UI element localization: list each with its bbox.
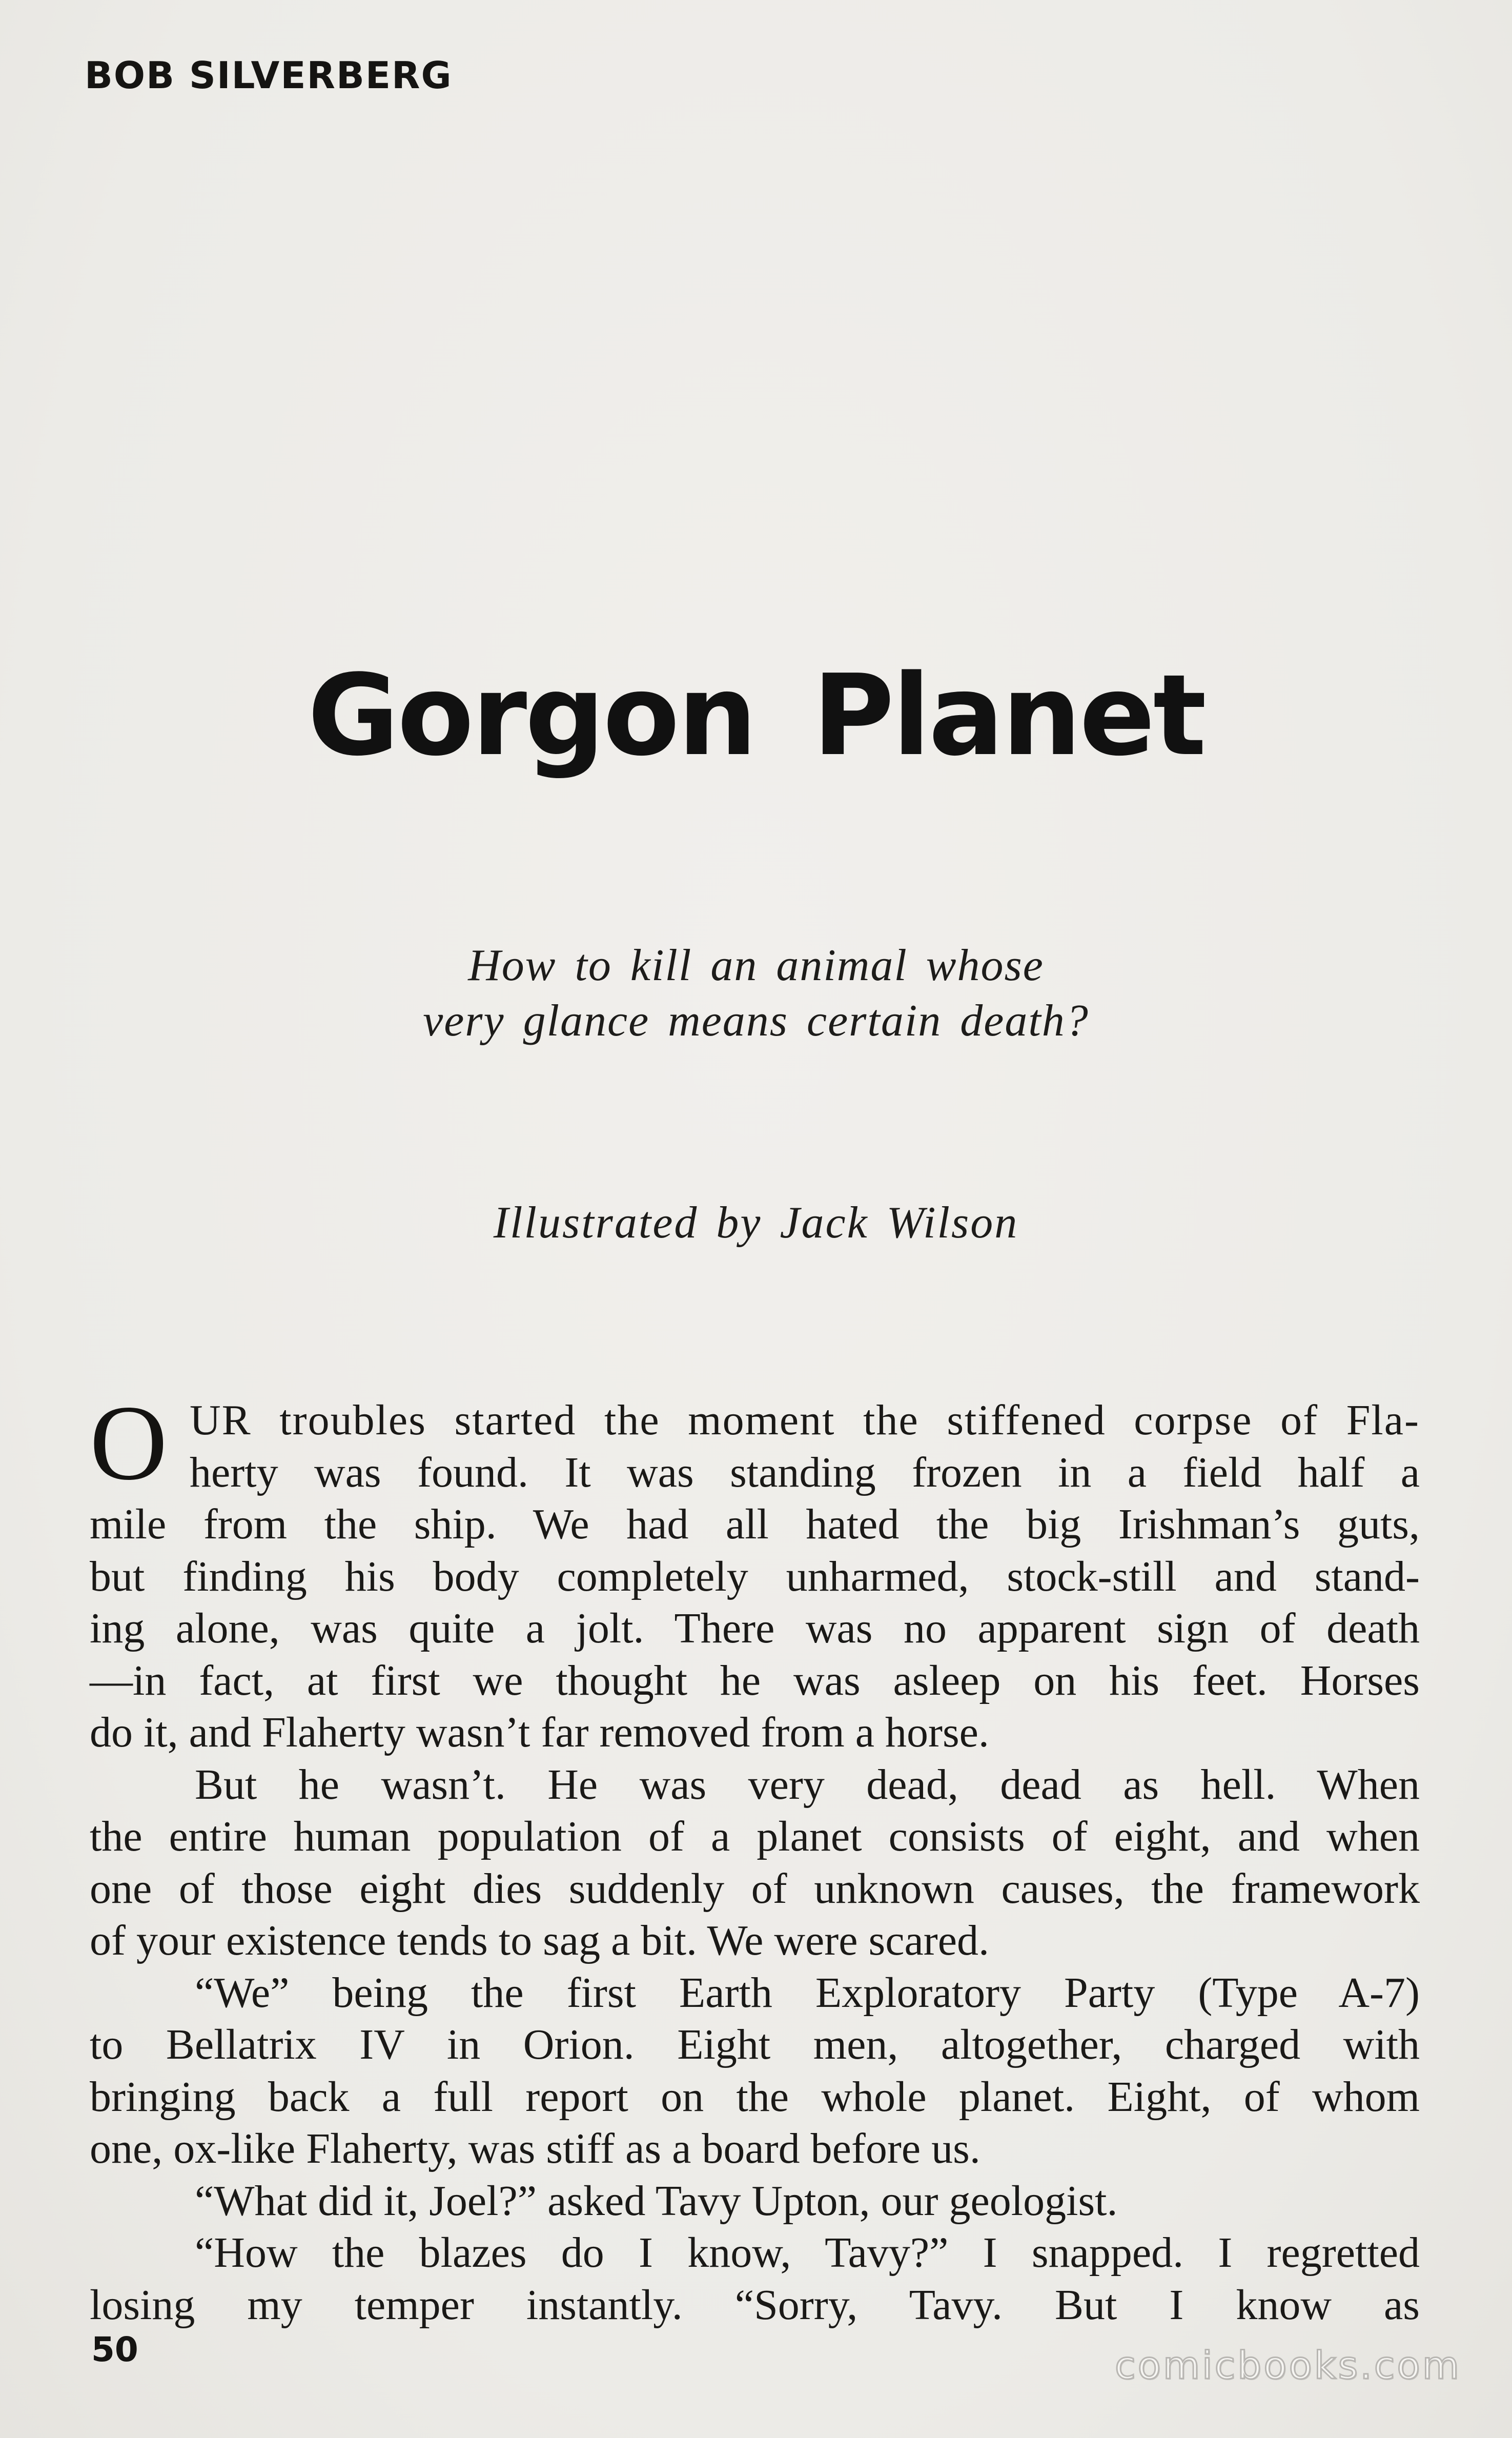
body-line: to Bellatrix IV in Orion. Eight men, altogether, charged with xyxy=(90,2021,1420,2068)
body-line: losing my temper instantly. “Sorry, Tavy. But I know as xyxy=(90,2281,1420,2329)
body-line: “We” being the first Earth Exploratory Party (Type A-7) xyxy=(195,1968,1420,2017)
body-line: the entire human population of a planet consists of eight, and when xyxy=(90,1813,1420,1860)
blurb-line-1: How to kill an animal whose xyxy=(468,941,1044,990)
body-line: of your existence tends to sag a bit. We were scared. xyxy=(90,1917,990,1964)
body-line: one, ox-like Flaherty, was stiff as a board before us. xyxy=(90,2125,980,2172)
story-blurb xyxy=(0,938,1512,1049)
drop-cap: O xyxy=(90,1384,168,1502)
site-watermark: comicbooks.com xyxy=(1115,2344,1461,2388)
body-line: herty was found. It was standing frozen in a field half a xyxy=(190,1448,1420,1496)
body-line: —in fact, at first we thought he was asleep on his feet. Horses xyxy=(90,1656,1420,1704)
body-line: mile from the ship. We had all hated the big Irishman’s guts, xyxy=(90,1500,1420,1548)
body-line: “What did it, Joel?” asked Tavy Upton, our geologist. xyxy=(195,2177,1118,2225)
illustrator-credit: Illustrated by Jack Wilson xyxy=(493,1198,1019,1248)
body-line: ing alone, was quite a jolt. There was no apparent sign of death xyxy=(90,1604,1420,1652)
story-body xyxy=(90,1384,1420,2331)
body-line: “How the blazes do I know, Tavy?” I snapped. I regretted xyxy=(195,2229,1420,2277)
page-number: 50 xyxy=(91,2330,138,2369)
body-line: But he wasn’t. He was very dead, dead as hell. When xyxy=(195,1760,1420,1809)
body-line: but finding his body completely unharmed, stock-still and stand- xyxy=(90,1552,1420,1600)
body-line: one of those eight dies suddenly of unknown causes, the framework xyxy=(90,1864,1420,1913)
story-title: Gorgon Planet xyxy=(308,651,1204,781)
blurb-line-2: very glance means certain death? xyxy=(423,996,1089,1046)
running-header-author: BOB SILVERBERG xyxy=(85,54,453,97)
body-line: bringing back a full report on the whole planet. Eight, of whom xyxy=(90,2073,1420,2121)
body-line: UR troubles started the moment the stiffened corpse of Fla- xyxy=(190,1396,1420,1444)
body-line: do it, and Flaherty wasn’t far removed from a horse. xyxy=(90,1709,989,1756)
